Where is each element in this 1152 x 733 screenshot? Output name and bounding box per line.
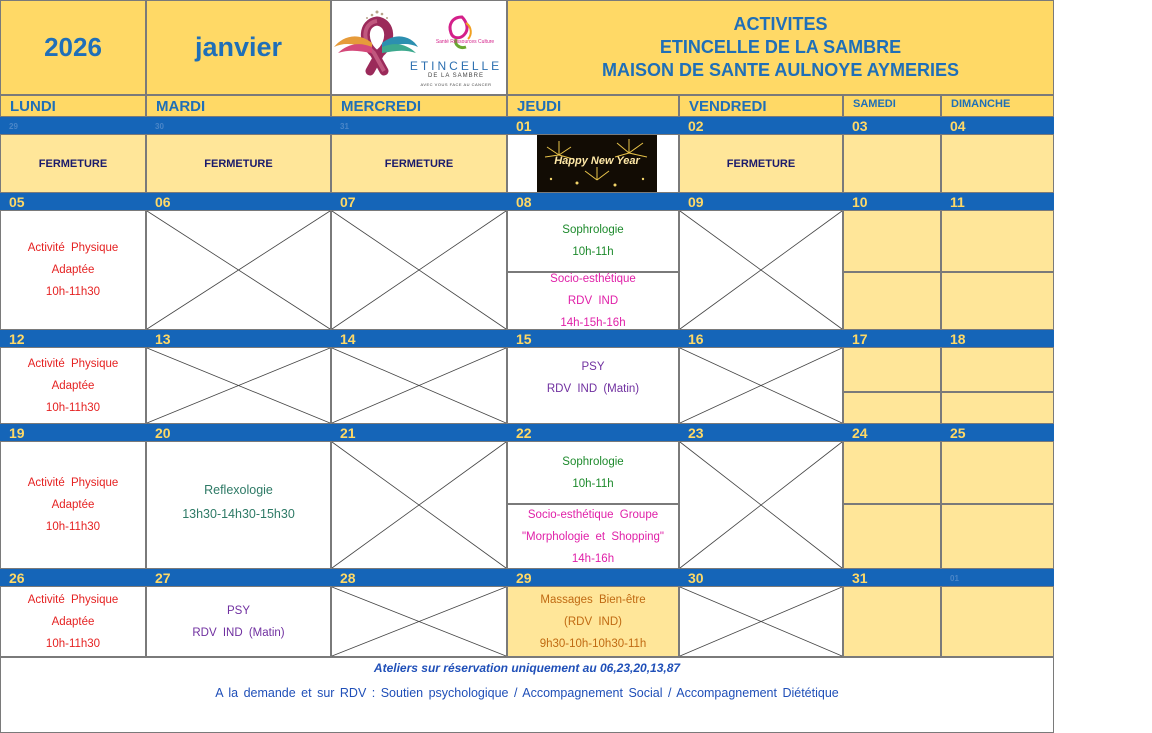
activity-psy — [507, 347, 679, 424]
activity-line: 13h30-14h30-15h30 — [182, 507, 295, 521]
cross-mark — [332, 211, 506, 329]
activity-line: 10h-11h30 — [45, 286, 101, 298]
activity-line: PSY — [581, 360, 605, 373]
activity-apa — [0, 586, 146, 657]
weekend-cell — [941, 586, 1054, 657]
day-number: 05 — [9, 194, 25, 210]
day-number: 21 — [340, 425, 356, 441]
day-number: 07 — [340, 194, 356, 210]
crossed-cell — [146, 347, 331, 424]
day-number: 01 — [516, 118, 532, 134]
activity-line: RDV IND — [567, 295, 619, 307]
title-line-2: ETINCELLE DE LA SAMBRE — [659, 37, 902, 57]
activity-apa — [0, 347, 146, 424]
day-number: 24 — [852, 425, 868, 441]
activity-line: Adaptée — [51, 499, 95, 511]
day-number: 01 — [950, 574, 959, 583]
weekend-cell — [941, 134, 1054, 193]
day-number: 20 — [155, 425, 171, 441]
weekend-cell — [843, 347, 941, 392]
title-line-3: MAISON DE SANTE AULNOYE AYMERIES — [601, 60, 960, 80]
activity-line: Reflexologie — [204, 483, 273, 497]
activity-line: Activité Physique — [27, 357, 119, 370]
activity-line: RDV IND (Matin) — [192, 626, 285, 639]
weekend-cell — [941, 210, 1054, 272]
weekend-cell — [941, 272, 1054, 330]
footer — [0, 657, 1054, 733]
cross-mark — [147, 211, 330, 329]
weekend-cell — [941, 504, 1054, 569]
day-number: 08 — [516, 194, 532, 210]
weekend-cell — [843, 586, 941, 657]
year-label: 2026 — [0, 0, 146, 95]
activity-line: Adaptée — [51, 379, 95, 392]
activity-apa — [0, 210, 146, 330]
weekend-cell — [843, 441, 941, 504]
weekend-cell — [843, 134, 941, 193]
cross-mark — [680, 211, 842, 329]
crossed-cell — [146, 210, 331, 330]
activity-line: Activité Physique — [27, 242, 119, 254]
day-number: 29 — [9, 122, 18, 131]
crossed-cell — [679, 347, 843, 424]
day-number: 16 — [688, 331, 704, 347]
activity-line: 10h-11h30 — [45, 401, 101, 414]
day-number: 14 — [340, 331, 356, 347]
activity-line: (RDV IND) — [564, 615, 622, 628]
cross-mark — [147, 348, 330, 423]
day-number: 30 — [155, 122, 164, 131]
dayname-samedi: SAMEDI — [843, 95, 941, 117]
etincelle-logo-tagline: AVEC VOUS FACE AU CANCER — [420, 82, 492, 87]
activity-massages — [507, 586, 679, 657]
crossed-cell — [679, 586, 843, 657]
activity-line: Socio-esthétique — [550, 273, 636, 285]
day-number: 06 — [155, 194, 171, 210]
weekend-cell — [941, 347, 1054, 392]
day-number: 10 — [852, 194, 868, 210]
day-number: 13 — [155, 331, 171, 347]
activity-sophrologie — [507, 210, 679, 272]
crossed-cell — [679, 210, 843, 330]
activity-line: "Morphologie et Shopping" — [521, 530, 665, 543]
cross-mark — [680, 587, 842, 656]
activity-line: Activité Physique — [27, 593, 119, 606]
day-number: 31 — [340, 122, 349, 131]
activity-line: Activité Physique — [27, 477, 119, 489]
day-number: 23 — [688, 425, 704, 441]
cross-mark — [680, 442, 842, 568]
day-number: 09 — [688, 194, 704, 210]
activity-line: 10h-11h — [572, 246, 614, 258]
activity-line: Adaptée — [51, 615, 95, 628]
dayname-jeudi: JEUDI — [507, 95, 679, 117]
weekend-cell — [843, 504, 941, 569]
activity-line: Socio-esthétique Groupe — [527, 508, 659, 521]
cross-mark — [332, 348, 506, 423]
activity-line: 10h-11h — [572, 477, 614, 490]
closed-cell: FERMETURE — [0, 134, 146, 193]
closed-cell: FERMETURE — [146, 134, 331, 193]
new-year-cell — [507, 134, 679, 193]
day-number: 31 — [852, 570, 868, 586]
crossed-cell — [679, 441, 843, 569]
day-number: 26 — [9, 570, 25, 586]
dayname-vendredi: VENDREDI — [679, 95, 843, 117]
day-number: 03 — [852, 118, 868, 134]
activity-line: RDV IND (Matin) — [546, 382, 640, 395]
day-number: 25 — [950, 425, 966, 441]
closed-cell: FERMETURE — [331, 134, 507, 193]
closed-cell: FERMETURE — [679, 134, 843, 193]
dayname-dimanche: DIMANCHE — [941, 95, 1054, 117]
health-logo-text: Santé Ressources Culture — [435, 39, 495, 45]
day-number: 04 — [950, 118, 966, 134]
weekend-cell — [843, 210, 941, 272]
footer-services: A la demande et sur RDV : Soutien psychologique / Accompagnement Social / Accompagnement Diététique — [215, 686, 839, 700]
activity-line: 14h-15h-16h — [560, 317, 626, 329]
activity-line: Sophrologie — [562, 224, 624, 236]
day-number: 28 — [340, 570, 356, 586]
activity-line: 10h-11h30 — [45, 637, 101, 650]
weekend-cell — [941, 392, 1054, 424]
footer-reservation: Ateliers sur réservation uniquement au 06,23,20,13,87 — [373, 661, 681, 675]
day-number: 22 — [516, 425, 532, 441]
activity-line: 14h-16h — [571, 552, 615, 565]
happy-new-year-text: Happy New Year — [554, 155, 640, 167]
activity-psy — [146, 586, 331, 657]
crossed-cell — [331, 586, 507, 657]
dayname-lundi: LUNDI — [0, 95, 146, 117]
cross-mark — [332, 442, 506, 568]
health-logo — [442, 13, 482, 53]
dayname-mercredi: MERCREDI — [331, 95, 507, 117]
activity-apa — [0, 441, 146, 569]
activity-line: Massages Bien-être — [540, 593, 646, 606]
etincelle-logo-text: ETINCELLE — [409, 59, 503, 73]
month-label: janvier — [146, 0, 331, 95]
activity-line: Adaptée — [51, 264, 95, 276]
day-number: 11 — [950, 194, 965, 210]
activity-line: PSY — [226, 604, 250, 617]
weekend-cell — [843, 392, 941, 424]
activity-line: Sophrologie — [562, 455, 624, 468]
crossed-cell — [331, 441, 507, 569]
crossed-cell — [331, 210, 507, 330]
dayname-mardi: MARDI — [146, 95, 331, 117]
activity-line: 10h-11h30 — [45, 521, 101, 533]
cross-mark — [680, 348, 842, 423]
weekend-cell — [941, 441, 1054, 504]
activity-line: 9h30-10h-10h30-11h — [539, 637, 647, 650]
day-number: 30 — [688, 570, 704, 586]
activity-socio-groupe — [507, 504, 679, 569]
day-number: 15 — [516, 331, 532, 347]
day-number: 19 — [9, 425, 25, 441]
crossed-cell — [331, 347, 507, 424]
day-number: 18 — [950, 331, 966, 347]
activity-reflexologie — [146, 441, 331, 569]
cross-mark — [332, 587, 506, 656]
activity-sophrologie — [507, 441, 679, 504]
day-number: 29 — [516, 570, 532, 586]
logo-area — [331, 0, 507, 95]
day-number: 27 — [155, 570, 171, 586]
day-number: 17 — [852, 331, 868, 347]
day-number: 12 — [9, 331, 25, 347]
page-title — [507, 0, 1054, 95]
title-line-1: ACTIVITES — [733, 14, 828, 34]
activity-socio-esthetique — [507, 272, 679, 330]
weekend-cell — [843, 272, 941, 330]
etincelle-logo-sub: DE LA SAMBRE — [427, 73, 484, 79]
day-number: 02 — [688, 118, 704, 134]
